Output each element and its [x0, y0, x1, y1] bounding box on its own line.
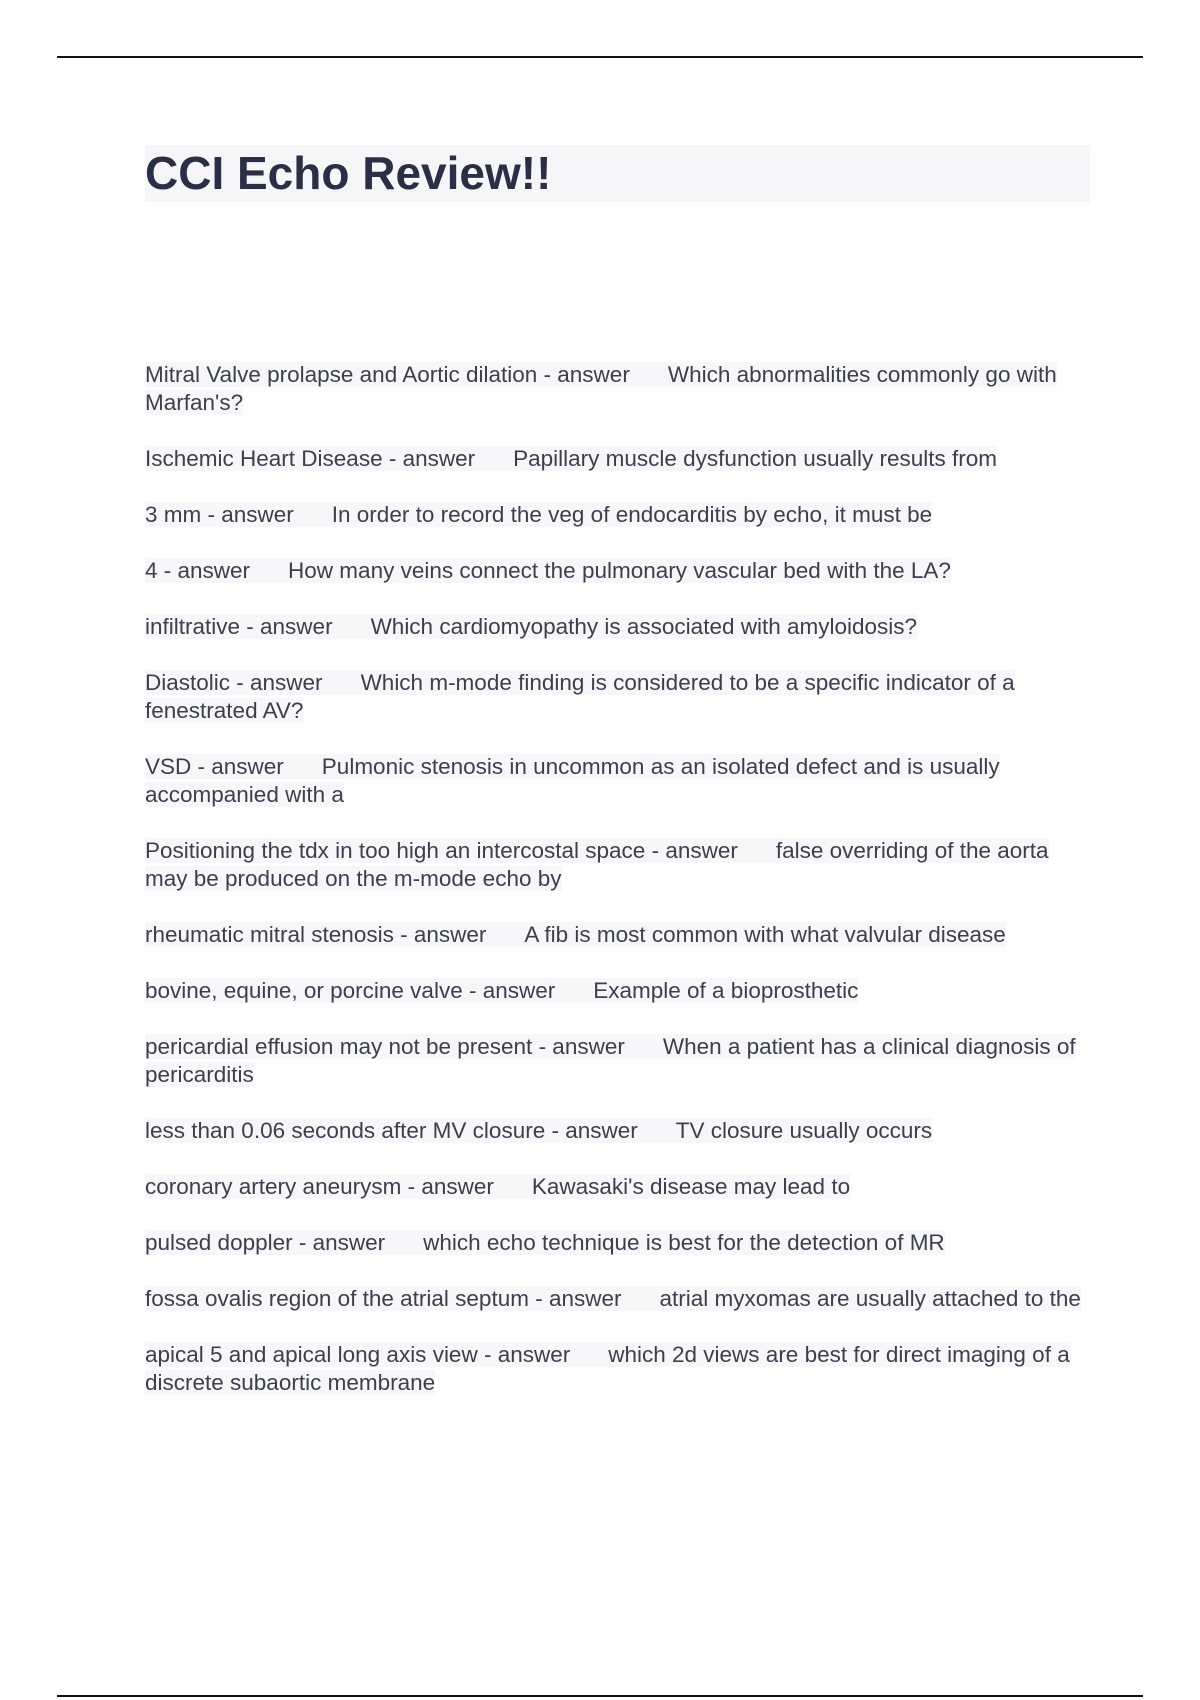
flashcard-item [145, 977, 1090, 1005]
flashcard-item [145, 501, 1090, 529]
answer-text: pericardial effusion may not be present - answer [145, 1033, 625, 1059]
page-title: CCI Echo Review!! [145, 147, 552, 199]
answer-text: Diastolic - answer [145, 669, 323, 695]
flashcard-item [145, 921, 1090, 949]
question-text: Pulmonic stenosis in uncommon as an isolated defect and is usually accompanied with a [145, 753, 1000, 807]
top-divider [57, 56, 1143, 58]
question-text: When a patient has a clinical diagnosis of pericarditis [145, 1033, 1076, 1087]
question-text: Which m-mode finding is considered to be a specific indicator of a fenestrated AV? [145, 669, 1015, 723]
question-text: atrial myxomas are usually attached to the [659, 1285, 1081, 1311]
answer-text: Ischemic Heart Disease - answer [145, 445, 476, 471]
answer-text: 3 mm - answer [145, 501, 294, 527]
question-text: false overriding of the aorta may be produced on the m-mode echo by [145, 837, 1049, 891]
answer-text: VSD - answer [145, 753, 284, 779]
answer-text: Positioning the tdx in too high an intercostal space - answer [145, 837, 738, 863]
flashcard-item [145, 445, 1090, 473]
question-text: How many veins connect the pulmonary vascular bed with the LA? [288, 557, 951, 583]
bottom-divider [57, 1695, 1143, 1697]
flashcard-list [145, 338, 1090, 1425]
flashcard-item [145, 1285, 1090, 1313]
flashcard-item [145, 1173, 1090, 1201]
flashcard-item [145, 753, 1090, 809]
answer-text: bovine, equine, or porcine valve - answer [145, 977, 556, 1003]
answer-text: less than 0.06 seconds after MV closure - answer [145, 1117, 638, 1143]
question-text: which 2d views are best for direct imaging of a discrete subaortic membrane [145, 1341, 1070, 1395]
flashcard-item [145, 1229, 1090, 1257]
question-text: Example of a bioprosthetic [593, 977, 859, 1003]
question-text: Kawasaki's disease may lead to [531, 1173, 851, 1199]
flashcard-item [145, 1341, 1090, 1397]
flashcard-item [145, 613, 1090, 641]
flashcard-item [145, 557, 1090, 585]
question-text: TV closure usually occurs [675, 1117, 933, 1143]
answer-text: 4 - answer [145, 557, 251, 583]
question-text: A fib is most common with what valvular disease [524, 921, 1006, 947]
question-text: which echo technique is best for the detection of MR [423, 1229, 945, 1255]
flashcard-item [145, 1117, 1090, 1145]
question-text: Which abnormalities commonly go with Marfan's? [145, 361, 1057, 415]
answer-text: Mitral Valve prolapse and Aortic dilation - answer [145, 361, 630, 387]
answer-text: fossa ovalis region of the atrial septum - answer [145, 1285, 622, 1311]
answer-text: apical 5 and apical long axis view - answer [145, 1341, 571, 1367]
question-text: Papillary muscle dysfunction usually results from [513, 445, 998, 471]
answer-text: coronary artery aneurysm - answer [145, 1173, 494, 1199]
answer-text: pulsed doppler - answer [145, 1229, 386, 1255]
flashcard-item [145, 361, 1090, 417]
flashcard-item [145, 1033, 1090, 1089]
question-text: Which cardiomyopathy is associated with amyloidosis? [370, 613, 918, 639]
answer-text: rheumatic mitral stenosis - answer [145, 921, 487, 947]
flashcard-item [145, 837, 1090, 893]
question-text: In order to record the veg of endocarditis by echo, it must be [331, 501, 933, 527]
answer-text: infiltrative - answer [145, 613, 333, 639]
flashcard-item [145, 669, 1090, 725]
